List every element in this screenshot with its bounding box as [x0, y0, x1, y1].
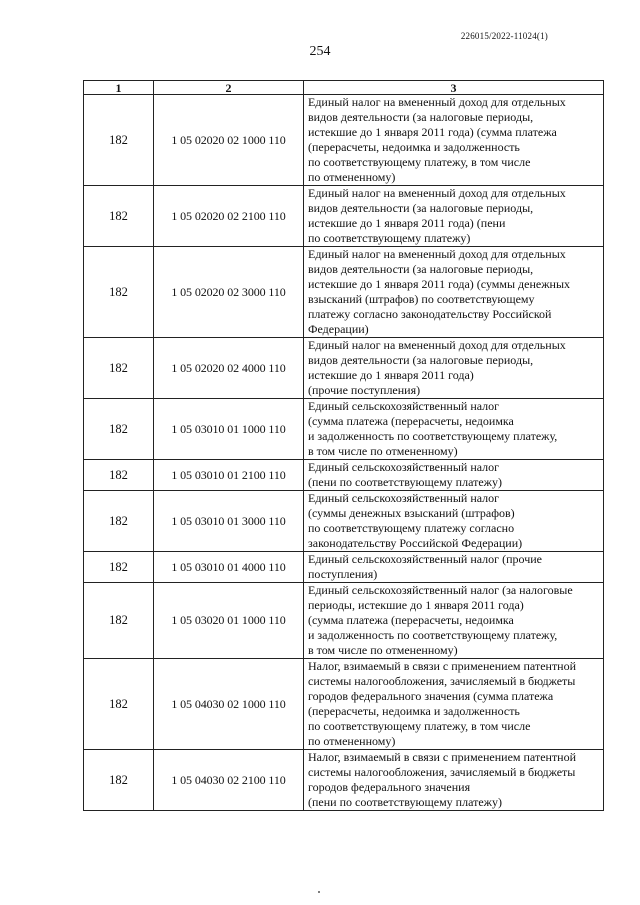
table-row	[84, 491, 604, 552]
table-row	[84, 583, 604, 659]
admin-code-cell: 182	[84, 186, 154, 247]
table-row	[84, 750, 604, 811]
table-header-row	[84, 81, 604, 95]
classification-code-cell: 1 05 04030 02 1000 110	[154, 659, 304, 750]
admin-code-cell: 182	[84, 552, 154, 583]
admin-code-cell: 182	[84, 491, 154, 552]
classification-code-cell: 1 05 02020 02 4000 110	[154, 338, 304, 399]
classification-code-cell: 1 05 03010 01 2100 110	[154, 460, 304, 491]
admin-code-cell: 182	[84, 583, 154, 659]
admin-code-cell: 182	[84, 399, 154, 460]
admin-code-cell: 182	[84, 750, 154, 811]
description-cell: Единый сельскохозяйственный налог (за налоговые периоды, истекшие до 1 января 2011 года) (сумма платежа (перерасчеты, недоимка и задолженность по соответствующему платежу, в том числе по отмененному)	[304, 583, 604, 659]
budget-codes-table	[83, 80, 604, 811]
table-row	[84, 95, 604, 186]
classification-code-cell: 1 05 03010 01 1000 110	[154, 399, 304, 460]
description-cell: Налог, взимаемый в связи с применением патентной системы налогообложения, зачисляемый в бюджеты городов федерального значения (пени по соответствующему платежу)	[304, 750, 604, 811]
table-row	[84, 460, 604, 491]
description-cell: Единый сельскохозяйственный налог (прочие поступления)	[304, 552, 604, 583]
admin-code-cell: 182	[84, 95, 154, 186]
table-row	[84, 186, 604, 247]
description-cell: Единый сельскохозяйственный налог (пени по соответствующему платежу)	[304, 460, 604, 491]
admin-code-cell: 182	[84, 659, 154, 750]
table-row	[84, 247, 604, 338]
classification-code-cell: 1 05 02020 02 1000 110	[154, 95, 304, 186]
column-header-1: 1	[84, 81, 154, 95]
table-row	[84, 399, 604, 460]
column-header-3: 3	[304, 81, 604, 95]
admin-code-cell: 182	[84, 247, 154, 338]
description-cell: Единый сельскохозяйственный налог (суммы денежных взысканий (штрафов) по соответствующему платежу согласно законодательству Российской Федерации)	[304, 491, 604, 552]
classification-code-cell: 1 05 04030 02 2100 110	[154, 750, 304, 811]
classification-code-cell: 1 05 02020 02 2100 110	[154, 186, 304, 247]
classification-code-cell: 1 05 03020 01 1000 110	[154, 583, 304, 659]
document-id: 226015/2022-11024(1)	[460, 31, 548, 41]
description-cell: Единый сельскохозяйственный налог (сумма платежа (перерасчеты, недоимка и задолженность по соответствующему платежу, в том числе по отмененному)	[304, 399, 604, 460]
description-cell: Единый налог на вмененный доход для отдельных видов деятельности (за налоговые периоды, истекшие до 1 января 2011 года) (сумма платежа (перерасчеты, недоимка и задолженность по соответствующему платежу, в том числе по отмененному)	[304, 95, 604, 186]
description-cell: Налог, взимаемый в связи с применением патентной системы налогообложения, зачисляемый в бюджеты городов федерального значения (сумма платежа (перерасчеты, недоимка и задолженность по соответствующему платежу, в том числе по отмененному)	[304, 659, 604, 750]
table-row	[84, 552, 604, 583]
classification-code-cell: 1 05 03010 01 4000 110	[154, 552, 304, 583]
admin-code-cell: 182	[84, 460, 154, 491]
classification-code-cell: 1 05 02020 02 3000 110	[154, 247, 304, 338]
classification-code-cell: 1 05 03010 01 3000 110	[154, 491, 304, 552]
description-cell: Единый налог на вмененный доход для отдельных видов деятельности (за налоговые периоды, истекшие до 1 января 2011 года) (прочие поступления)	[304, 338, 604, 399]
column-header-2: 2	[154, 81, 304, 95]
description-cell: Единый налог на вмененный доход для отдельных видов деятельности (за налоговые периоды, истекшие до 1 января 2011 года) (суммы денежных взысканий (штрафов) по соответствующему платежу согласно законодательству Российской Федерации)	[304, 247, 604, 338]
table-row	[84, 338, 604, 399]
table-row	[84, 659, 604, 750]
scan-mark	[318, 891, 320, 893]
page-number: 254	[309, 44, 331, 59]
description-cell: Единый налог на вмененный доход для отдельных видов деятельности (за налоговые периоды, истекшие до 1 января 2011 года) (пени по соответствующему платежу)	[304, 186, 604, 247]
admin-code-cell: 182	[84, 338, 154, 399]
